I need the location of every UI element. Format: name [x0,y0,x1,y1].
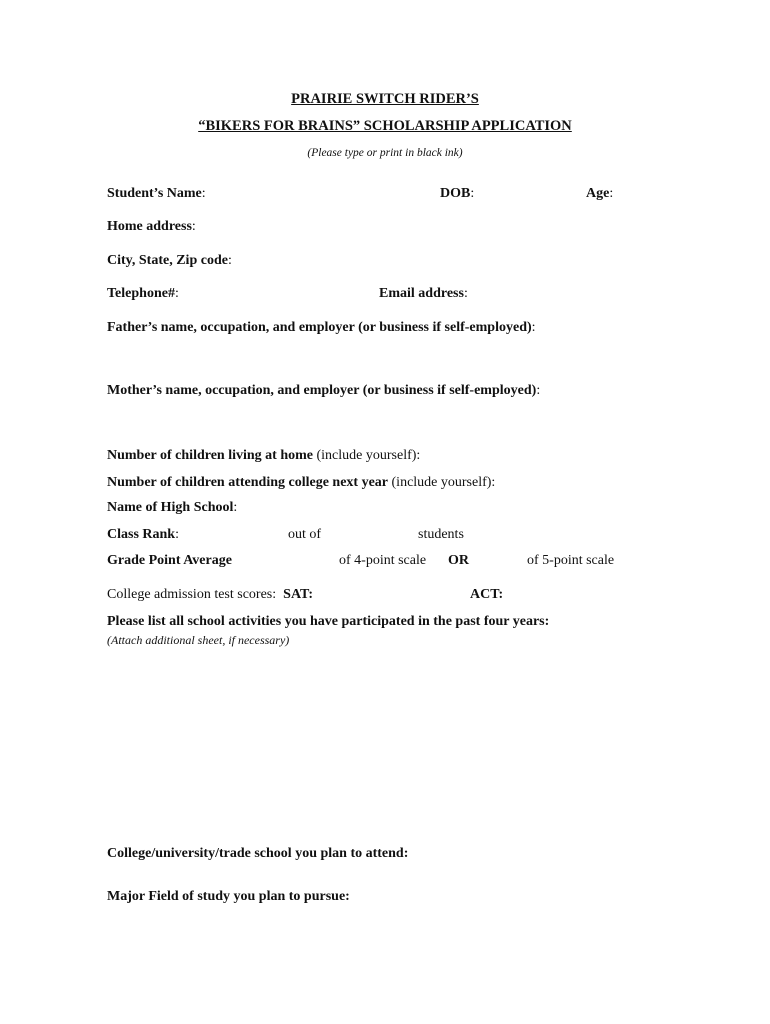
mother-info-label: Mother’s name, occupation, and employer (or business if self-employed): [107,383,541,398]
major-label: Major Field of study you plan to pursue: [107,889,350,904]
gpa-label: Grade Point Average [107,553,232,568]
out-of-text: out of [288,527,322,542]
college-plan-label: College/university/trade school you plan to attend: [107,846,409,861]
children-home-label: Number of children living at home (include yourself): [107,448,421,463]
test-scores-label: College admission test scores: SAT: [107,587,313,602]
activities-note: (Attach additional sheet, if necessary) [107,633,290,647]
ink-instructions: (Please type or print in black ink) [307,147,463,159]
class-rank-label: Class Rank: [107,527,179,542]
children-college-label: Number of children attending college next year (include yourself): [107,475,496,490]
telephone-label: Telephone#: [107,286,179,301]
city-state-zip-label: City, State, Zip code: [107,253,232,268]
home-address-label: Home address: [107,219,196,234]
four-point-scale-text: of 4-point scale [339,553,427,568]
form-subtitle: “BIKERS FOR BRAINS” SCHOLARSHIP APPLICATION [198,118,572,134]
email-label: Email address: [379,286,468,301]
age-label: Age: [586,186,614,201]
or-text: OR [448,553,469,568]
dob-label: DOB: [440,186,475,201]
five-point-scale-text: of 5-point scale [527,553,615,568]
form-title: PRAIRIE SWITCH RIDER’S [291,91,479,107]
student-name-label: Student’s Name: [107,186,206,201]
father-info-label: Father’s name, occupation, and employer (or business if self-employed): [107,320,536,335]
students-text: students [418,527,464,542]
high-school-label: Name of High School: [107,500,238,515]
act-label: ACT: [470,587,504,602]
activities-label: Please list all school activities you have participated in the past four years: [107,614,550,629]
